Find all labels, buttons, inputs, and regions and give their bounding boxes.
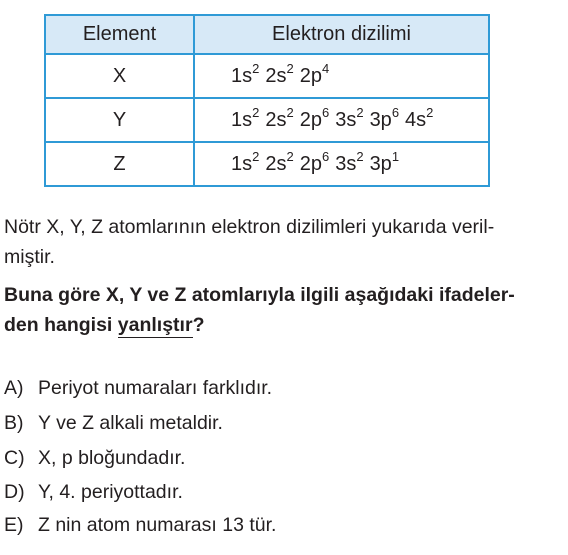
orbital-electron-count: 2 xyxy=(286,148,294,164)
option-text: Y ve Z alkali metaldir. xyxy=(38,412,223,434)
option-a[interactable] xyxy=(4,376,272,400)
orbital-electron-count: 2 xyxy=(252,60,260,76)
question-line-2: den hangisi xyxy=(4,314,118,336)
orbital-term xyxy=(299,148,330,176)
question-mark: ? xyxy=(192,314,205,336)
table-row xyxy=(45,54,489,98)
intro-line-1: Nötr X, Y, Z atomlarının elektron dizilimleri yukarıda veril- xyxy=(4,216,495,238)
table-row xyxy=(45,98,489,142)
option-text: Z nin atom numarası 13 tür. xyxy=(38,514,277,536)
orbital-term xyxy=(265,104,294,132)
option-text: Y, 4. periyottadır. xyxy=(38,481,183,503)
orbital-electron-count: 2 xyxy=(356,104,364,120)
option-text: X, p bloğundadır. xyxy=(38,447,186,469)
option-letter: D) xyxy=(4,481,25,503)
electron-config-table xyxy=(44,14,490,187)
orbital-electron-count: 2 xyxy=(356,148,364,164)
option-d[interactable] xyxy=(4,480,183,504)
orbital-label: 3p xyxy=(369,108,392,131)
option-b[interactable] xyxy=(4,411,223,435)
orbital-electron-count: 2 xyxy=(252,148,260,164)
orbital-label: 1s xyxy=(231,64,253,87)
orbital-term xyxy=(265,148,294,176)
option-text: Periyot numaraları farklıdır. xyxy=(38,377,273,399)
orbital-label: 1s xyxy=(231,108,253,131)
orbital-label: 2s xyxy=(265,108,287,131)
orbital-term xyxy=(231,60,260,88)
orbital-label: 3s xyxy=(335,152,357,175)
option-letter: E) xyxy=(4,514,24,536)
orbital-label: 3s xyxy=(335,108,357,131)
option-letter: C) xyxy=(4,447,25,469)
question-line-1: Buna göre X, Y ve Z atomlarıyla ilgili aşağıdaki ifadeler- xyxy=(4,284,515,306)
orbital-electron-count: 1 xyxy=(391,148,400,164)
orbital-label: 1s xyxy=(231,152,253,175)
orbital-term xyxy=(405,104,434,132)
electron-configuration xyxy=(194,54,489,98)
orbital-electron-count: 6 xyxy=(391,104,400,120)
orbital-label: 2p xyxy=(299,64,322,87)
orbital-label: 2p xyxy=(299,152,322,175)
question-emphasis: yanlıştır xyxy=(117,314,193,336)
table-header-row xyxy=(45,15,489,54)
orbital-term xyxy=(335,148,364,176)
orbital-term xyxy=(231,104,260,132)
orbital-term xyxy=(299,104,330,132)
orbital-electron-count: 2 xyxy=(252,104,260,120)
orbital-term xyxy=(299,60,330,88)
orbital-term xyxy=(265,60,294,88)
orbital-label: 4s xyxy=(405,108,427,131)
orbital-term xyxy=(231,148,260,176)
orbital-term xyxy=(335,104,364,132)
option-e[interactable] xyxy=(4,513,276,537)
orbital-electron-count: 4 xyxy=(321,60,330,76)
option-letter: A) xyxy=(4,377,24,399)
table-row xyxy=(45,142,489,186)
orbital-electron-count: 6 xyxy=(321,148,330,164)
orbital-label: 3p xyxy=(369,152,392,175)
orbital-electron-count: 2 xyxy=(426,104,434,120)
element-symbol: Y xyxy=(45,98,194,142)
orbital-electron-count: 2 xyxy=(286,60,294,76)
element-symbol: X xyxy=(45,54,194,98)
electron-configuration xyxy=(194,98,489,142)
orbital-label: 2p xyxy=(299,108,322,131)
orbital-term xyxy=(369,148,400,176)
header-element: Element xyxy=(45,15,194,54)
orbital-term xyxy=(369,104,400,132)
orbital-electron-count: 6 xyxy=(321,104,330,120)
intro-paragraph xyxy=(4,212,560,272)
intro-line-2: miştir. xyxy=(4,246,55,268)
orbital-electron-count: 2 xyxy=(286,104,294,120)
question-stem xyxy=(4,280,560,340)
option-letter: B) xyxy=(4,412,24,434)
orbital-label: 2s xyxy=(265,152,287,175)
electron-configuration xyxy=(194,142,489,186)
element-symbol: Z xyxy=(45,142,194,186)
option-c[interactable] xyxy=(4,446,185,470)
orbital-label: 2s xyxy=(265,64,287,87)
header-electron-config: Elektron dizilimi xyxy=(194,15,489,54)
